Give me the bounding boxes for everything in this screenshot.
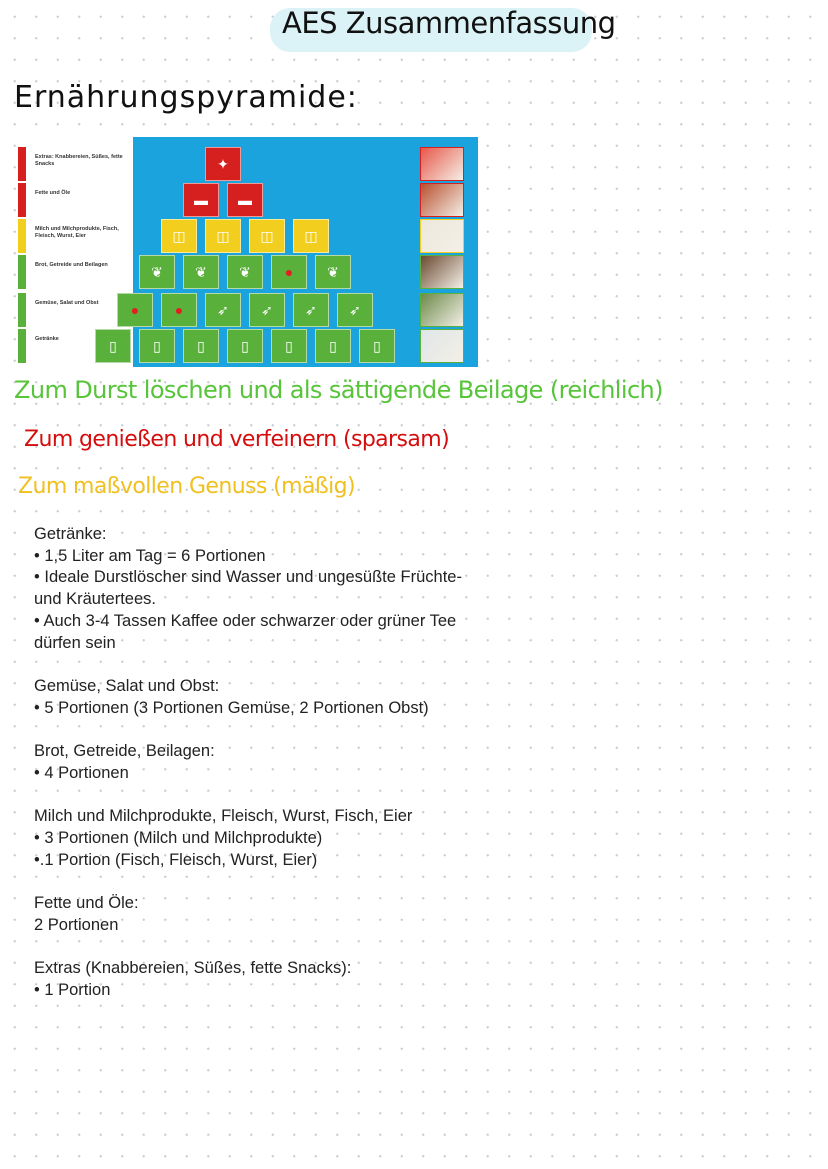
food-icon: ❦ (239, 264, 251, 280)
pyramid-row-label (18, 147, 133, 181)
pyramid-block (271, 329, 307, 363)
food-photo (420, 293, 464, 327)
pyramid-block (139, 329, 175, 363)
pyramid-block (249, 293, 285, 327)
food-icon: ❦ (151, 264, 163, 280)
section-heading: Ernährungspyramide: (14, 80, 358, 115)
pyramid-block (227, 255, 263, 289)
summary-section (34, 741, 594, 784)
food-icon: ▯ (285, 338, 293, 354)
food-icon: ➶ (349, 302, 361, 318)
summary-section (34, 676, 594, 719)
pyramid-color-bar (18, 147, 26, 181)
summary-line: • 1,5 Liter am Tag = 6 Portionen (34, 546, 266, 565)
food-icon: ▯ (241, 338, 249, 354)
pyramid-row-label (18, 219, 133, 253)
pyramid-color-bar (18, 219, 26, 253)
summary-line: • 3 Portionen (Milch und Milchprodukte) (34, 828, 323, 847)
pyramid-block (293, 293, 329, 327)
summary-line: • Auch 3-4 Tassen Kaffee oder schwarzer oder grüner Tee (34, 611, 457, 630)
food-icon: ➶ (261, 302, 273, 318)
note-green: Zum Durst löschen und als sättigende Beilage (reichlich) (14, 376, 663, 404)
summary-section (34, 524, 594, 654)
pyramid-row-label (18, 183, 133, 217)
pyramid-color-bar (18, 293, 26, 327)
summary-line: Brot, Getreide, Beilagen: (34, 742, 215, 760)
summary-line: 2 Portionen (34, 915, 119, 934)
food-icon: ❦ (327, 264, 339, 280)
pyramid-block (183, 255, 219, 289)
summary-section (34, 806, 594, 871)
pyramid-color-bar (18, 183, 26, 217)
pyramid-block (117, 293, 153, 327)
pyramid-block (271, 255, 307, 289)
summary-text (34, 524, 594, 1023)
summary-line: • 5 Portionen (3 Portionen Gemüse, 2 Portionen Obst) (34, 698, 429, 717)
food-photo (420, 183, 464, 217)
pyramid-block (95, 329, 131, 363)
summary-line: und Kräutertees. (34, 590, 156, 609)
page-title: AES Zusammenfassung (282, 6, 616, 40)
summary-line: Gemüse, Salat und Obst: (34, 676, 220, 695)
food-icon: ➶ (305, 302, 317, 318)
pyramid-row-label (18, 293, 133, 327)
food-icon: ● (284, 264, 294, 280)
pyramid-block (183, 329, 219, 363)
pyramid-block (249, 219, 285, 253)
summary-section (34, 958, 594, 1001)
pyramid-block (337, 293, 373, 327)
pyramid-block (205, 293, 241, 327)
food-icon: ▯ (109, 338, 117, 354)
food-photo (420, 255, 464, 289)
pyramid-block (293, 219, 329, 253)
pyramid-block (227, 183, 263, 217)
pyramid-block (205, 147, 241, 181)
food-icon: ◫ (304, 228, 318, 244)
summary-line: Fette und Öle: (34, 893, 139, 912)
food-icon: ▯ (373, 338, 381, 354)
summary-line: dürfen sein (34, 633, 116, 652)
summary-line: • Ideale Durstlöscher sind Wasser und ungesüßte Früchte- (34, 568, 462, 587)
pyramid-block (161, 219, 197, 253)
summary-line: • 4 Portionen (34, 763, 129, 782)
pyramid-block (161, 293, 197, 327)
pyramid-block (139, 255, 175, 289)
food-icon: ❦ (195, 264, 207, 280)
summary-line: Extras (Knabbereien, Süßes, fette Snacks): (34, 958, 352, 977)
pyramid-block (205, 219, 241, 253)
food-icon: ▬ (194, 192, 208, 208)
summary-line: •.1 Portion (Fisch, Fleisch, Wurst, Eier) (34, 850, 318, 869)
food-icon: ▯ (329, 338, 337, 354)
pyramid-label-text: Milch und Milchprodukte, Fisch, Fleisch, Wurst, Eier (35, 226, 119, 239)
pyramid-block (359, 329, 395, 363)
food-icon: ▬ (238, 192, 252, 208)
note-yellow: Zum maßvollen Genuss (mäßig) (18, 474, 355, 499)
food-icon: ● (130, 302, 140, 318)
summary-line: • 1 Portion (34, 980, 111, 999)
food-icon: ● (174, 302, 184, 318)
food-icon: ◫ (172, 228, 186, 244)
note-red: Zum genießen und verfeinern (sparsam) (24, 427, 450, 452)
food-icon: ▯ (197, 338, 205, 354)
pyramid-label-text: Fette und Öle (35, 190, 71, 196)
food-icon: ➶ (217, 302, 229, 318)
food-icon: ▯ (153, 338, 161, 354)
food-icon: ◫ (216, 228, 230, 244)
food-pyramid-image (18, 137, 478, 367)
pyramid-block (227, 329, 263, 363)
pyramid-label-text: Getränke (35, 336, 59, 342)
food-photo (420, 329, 464, 363)
pyramid-block (315, 255, 351, 289)
food-icon: ✦ (217, 156, 229, 172)
pyramid-label-text: Extras: Knabbereien, Süßes, fette Snacks (35, 154, 123, 167)
summary-line: Getränke: (34, 525, 107, 543)
food-icon: ◫ (260, 228, 274, 244)
pyramid-block (315, 329, 351, 363)
food-photo (420, 147, 464, 181)
pyramid-label-text: Brot, Getreide und Beilagen (35, 262, 108, 268)
summary-section (34, 893, 594, 936)
pyramid-color-bar (18, 255, 26, 289)
summary-line: Milch und Milchprodukte, Fleisch, Wurst, Fisch, Eier (34, 807, 413, 826)
pyramid-color-bar (18, 329, 26, 363)
pyramid-row-label (18, 255, 133, 289)
food-photo (420, 219, 464, 253)
pyramid-block (183, 183, 219, 217)
pyramid-label-text: Gemüse, Salat und Obst (35, 300, 99, 306)
